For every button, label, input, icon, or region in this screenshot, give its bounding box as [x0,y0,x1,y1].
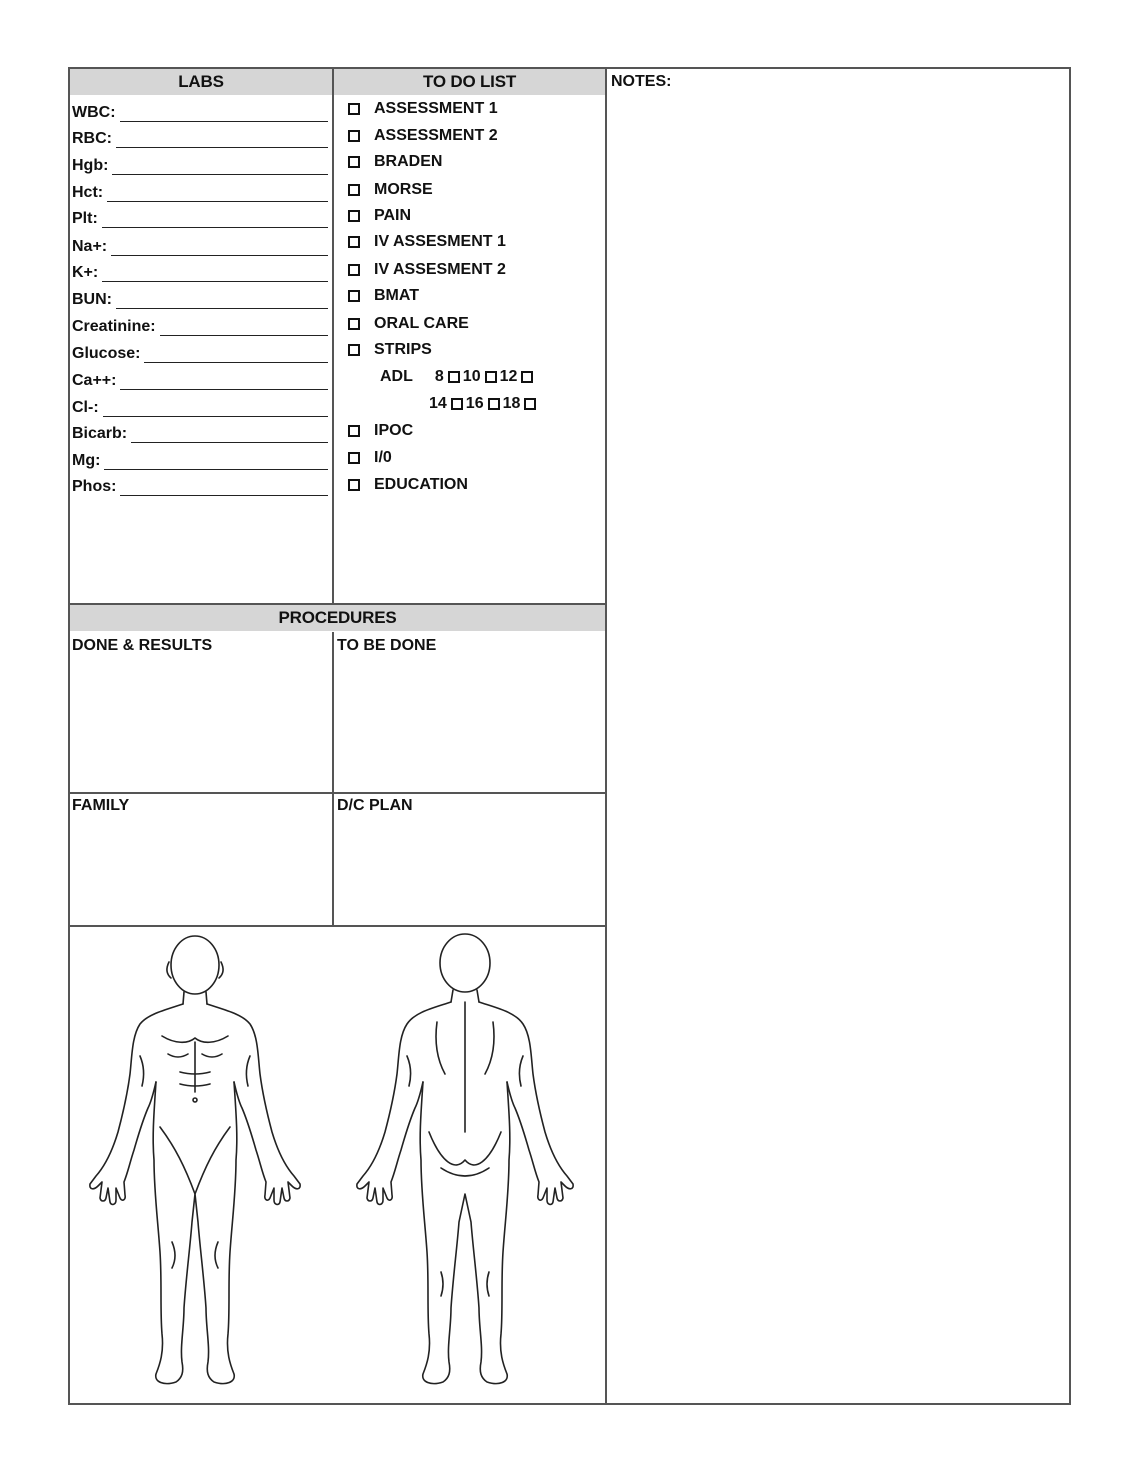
lab-label: Hgb: [72,157,109,174]
adl-time-label: 10 [462,368,481,385]
lab-value-field[interactable] [160,320,328,336]
lab-label: K+: [72,264,99,281]
lab-value-field[interactable] [103,401,328,417]
to-be-done-area[interactable] [336,660,603,790]
adl-label: ADL [380,368,413,385]
todo-checkbox[interactable] [348,318,360,330]
todo-item [348,231,506,253]
todo-item [348,474,468,496]
adl-row-1 [380,366,536,388]
lab-value-field[interactable] [120,374,328,390]
lab-row [72,474,328,496]
adl-time-label: 18 [502,395,521,412]
adl-time-checkbox[interactable] [524,398,536,410]
todo-checkbox[interactable] [348,236,360,248]
todo-checkbox[interactable] [348,184,360,196]
lab-value-field[interactable] [111,240,328,256]
divider-family-top [68,792,607,794]
adl-time-checkbox[interactable] [451,398,463,410]
lab-label: Na+: [72,238,108,255]
lab-row [72,234,328,256]
todo-item [348,98,498,120]
todo-checkbox[interactable] [348,290,360,302]
done-results-label: DONE & RESULTS [72,637,213,654]
notes-area[interactable] [609,96,1067,1401]
dc-plan-label: D/C PLAN [337,797,413,814]
lab-label: RBC: [72,130,112,147]
lab-value-field[interactable] [104,454,328,470]
divider-main-notes [605,67,607,1405]
todo-item-label: ORAL CARE [374,315,469,332]
todo-item [348,339,432,361]
todo-item-label: IV ASSESMENT 2 [374,261,506,278]
lab-value-field[interactable] [116,293,328,309]
lab-row [72,448,328,470]
todo-item-label: ASSESSMENT 1 [374,100,498,117]
lab-label: Ca++: [72,372,117,389]
family-label: FAMILY [72,797,130,814]
lab-row [72,206,328,228]
lab-label: Glucose: [72,345,141,362]
lab-value-field[interactable] [107,186,328,202]
lab-row [72,314,328,336]
lab-label: Creatinine: [72,318,156,335]
lab-value-field[interactable] [102,266,328,282]
lab-label: BUN: [72,291,112,308]
labs-header: LABS [70,69,332,95]
todo-item [348,151,442,173]
adl-time-checkbox[interactable] [521,371,533,383]
todo-item [348,125,498,147]
lab-value-field[interactable] [102,212,328,228]
lab-value-field[interactable] [120,106,328,122]
notes-label: NOTES: [611,73,672,90]
lab-row [72,395,328,417]
body-front-diagram[interactable] [80,932,310,1394]
divider-body-top [68,925,607,927]
lab-label: Hct: [72,184,104,201]
todo-checkbox[interactable] [348,425,360,437]
lab-row [72,368,328,390]
todo-item [348,259,506,281]
todo-item-label: BRADEN [374,153,443,170]
lab-value-field[interactable] [144,347,328,363]
todo-item-label: EDUCATION [374,476,468,493]
lab-label: Mg: [72,452,101,469]
todo-checkbox[interactable] [348,156,360,168]
todo-item-label: BMAT [374,287,420,304]
lab-row [72,260,328,282]
todo-checkbox[interactable] [348,130,360,142]
todo-item [348,285,419,307]
lab-value-field[interactable] [116,132,328,148]
adl-time-label: 16 [465,395,484,412]
lab-value-field[interactable] [131,427,328,443]
lab-row [72,341,328,363]
todo-item-label: IV ASSESMENT 1 [374,233,506,250]
adl-row-2 [429,393,539,415]
todo-item-label: I/0 [374,449,392,466]
todo-checkbox[interactable] [348,479,360,491]
adl-time-checkbox[interactable] [448,371,460,383]
adl-time-checkbox[interactable] [485,371,497,383]
todo-header: TO DO LIST [334,69,605,95]
todo-item [348,205,411,227]
adl-time-checkbox[interactable] [488,398,500,410]
todo-item-label: MORSE [374,181,433,198]
to-be-done-label: TO BE DONE [337,637,437,654]
lab-row [72,126,328,148]
lab-label: Bicarb: [72,425,128,442]
lab-label: Phos: [72,478,117,495]
procedures-header: PROCEDURES [70,605,605,631]
lab-row [72,180,328,202]
todo-checkbox[interactable] [348,264,360,276]
lab-label: WBC: [72,104,116,121]
todo-item-label: IPOC [374,422,414,439]
todo-item-label: STRIPS [374,341,432,358]
body-back-diagram[interactable] [345,932,585,1394]
todo-item-label: PAIN [374,207,412,224]
todo-checkbox[interactable] [348,210,360,222]
adl-time-label: 8 [434,368,444,385]
family-area[interactable] [70,820,330,923]
divider-labs-todo [332,67,334,605]
lab-row [72,100,328,122]
adl-time-label: 14 [429,395,447,412]
lab-value-field[interactable] [112,159,328,175]
lab-label: Plt: [72,210,98,227]
todo-checkbox[interactable] [348,452,360,464]
dc-plan-area[interactable] [336,820,603,923]
todo-item [348,447,392,469]
todo-checkbox[interactable] [348,344,360,356]
lab-value-field[interactable] [120,480,328,496]
todo-checkbox[interactable] [348,103,360,115]
lab-row [72,421,328,443]
lab-row [72,287,328,309]
lab-row [72,153,328,175]
todo-item [348,420,413,442]
todo-item [348,179,433,201]
divider-procedures-cols [332,632,334,926]
todo-item [348,313,469,335]
lab-label: Cl-: [72,399,99,416]
todo-item-label: ASSESSMENT 2 [374,127,498,144]
done-results-area[interactable] [70,660,330,790]
adl-time-label: 12 [499,368,518,385]
